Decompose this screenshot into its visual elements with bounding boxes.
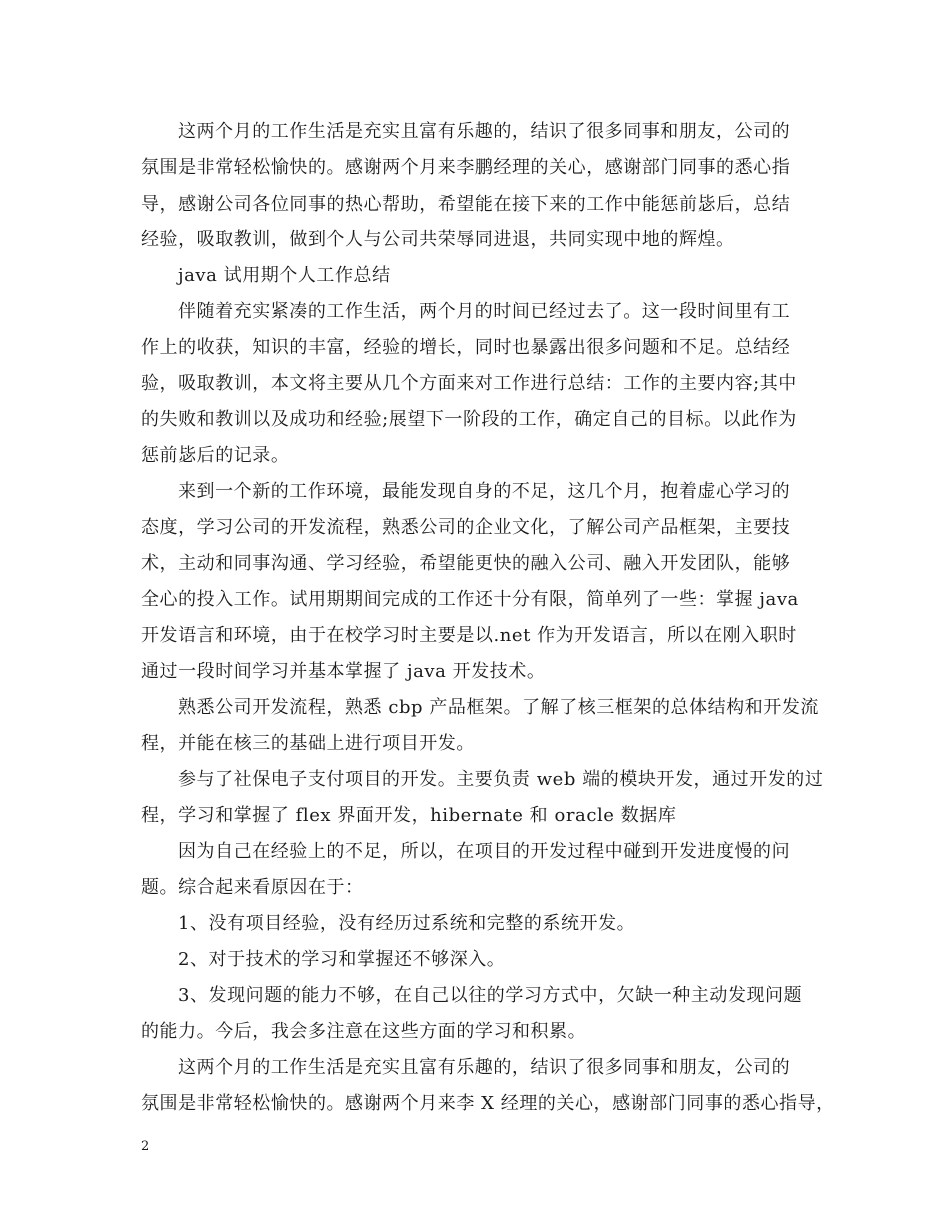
text-line: 的能力。今后，我会多注意在这些方面的学习和积累。 — [141, 1021, 587, 1042]
list-item: 3、发现问题的能力不够，在自己以往的学习方式中，欠缺一种主动发现问题 — [178, 985, 803, 1006]
text-line: 氛围是非常轻松愉快的。感谢两个月来李 X 经理的关心，感谢部门同事的悉心指导， — [141, 1093, 835, 1114]
text-line: 因为自己在经验上的不足，所以，在项目的开发过程中碰到开发进度慢的问 — [178, 841, 791, 862]
text-line: 这两个月的工作生活是充实且富有乐趣的，结识了很多同事和朋友，公司的 — [178, 1057, 791, 1078]
text-line: 作上的收获，知识的丰富，经验的增长，同时也暴露出很多问题和不足。总结经 — [141, 337, 791, 358]
text-line: 通过一段时间学习并基本掌握了 java 开发技术。 — [141, 661, 546, 682]
text-line: 导，感谢公司各位同事的热心帮助，希望能在接下来的工作中能惩前毖后，总结 — [141, 194, 791, 215]
text-line: 程，并能在核三的基础上进行项目开发。 — [141, 733, 475, 754]
text-line: 熟悉公司开发流程，熟悉 cbp 产品框架。了解了核三框架的总体结构和开发流 — [178, 697, 819, 718]
text-line: 开发语言和环境，由于在校学习时主要是以.net 作为开发语言，所以在刚入职时 — [141, 625, 797, 646]
text-line: 题。综合起来看原因在于： — [141, 877, 364, 898]
list-item: 2、对于技术的学习和掌握还不够深入。 — [178, 949, 506, 970]
text-line: 参与了社保电子支付项目的开发。主要负责 web 端的模块开发，通过开发的过 — [178, 769, 824, 790]
text-line: 来到一个新的工作环境，最能发现自身的不足，这几个月，抱着虚心学习的 — [178, 481, 791, 502]
list-item: 1、没有项目经验，没有经历过系统和完整的系统开发。 — [178, 913, 636, 934]
page-number: 2 — [141, 1139, 150, 1154]
text-line: 经验，吸取教训，做到个人与公司共荣辱同进退，共同实现中地的辉煌。 — [141, 229, 735, 250]
text-line: 术，主动和同事沟通、学习经验，希望能更快的融入公司、融入开发团队，能够 — [141, 553, 791, 574]
text-line: 态度，学习公司的开发流程，熟悉公司的企业文化，了解公司产品框架，主要技 — [141, 517, 791, 538]
text-line: 伴随着充实紧凑的工作生活，两个月的时间已经过去了。这一段时间里有工 — [178, 301, 791, 322]
section-heading: java 试用期个人工作总结 — [178, 265, 391, 286]
text-line: 的失败和教训以及成功和经验;展望下一阶段的工作，确定自己的目标。以此作为 — [141, 409, 797, 430]
text-line: 程，学习和掌握了 flex 界面开发，hibernate 和 oracle 数据库 — [141, 805, 677, 826]
text-line: 氛围是非常轻松愉快的。感谢两个月来李鹏经理的关心，感谢部门同事的悉心指 — [141, 157, 791, 178]
text-line: 验，吸取教训，本文将主要从几个方面来对工作进行总结：工作的主要内容;其中 — [141, 373, 797, 394]
text-line: 惩前毖后的记录。 — [141, 445, 290, 466]
text-line: 全心的投入工作。试用期期间完成的工作还十分有限，简单列了一些：掌握 java — [141, 589, 799, 610]
text-line: 这两个月的工作生活是充实且富有乐趣的，结识了很多同事和朋友，公司的 — [178, 121, 791, 142]
